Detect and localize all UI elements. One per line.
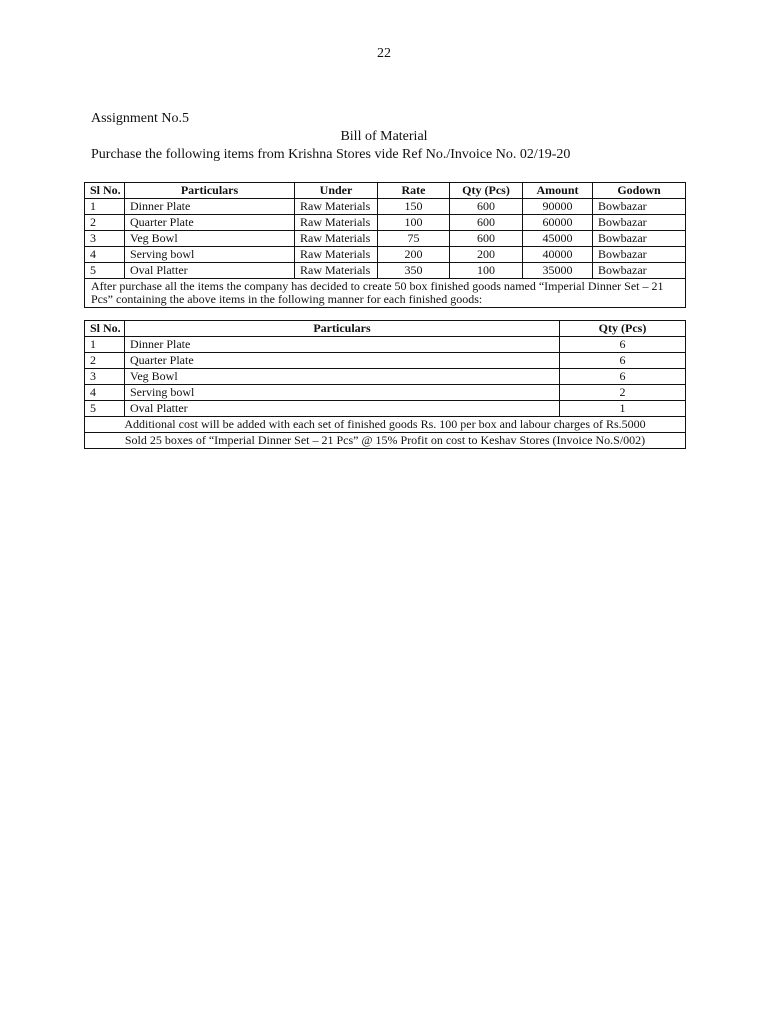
- cell-rate: 350: [378, 263, 450, 279]
- cell-particulars: Dinner Plate: [125, 199, 295, 215]
- cell-under: Raw Materials: [295, 215, 378, 231]
- header-godown: Godown: [593, 183, 686, 199]
- cell-qty: 6: [560, 369, 686, 385]
- cell-particulars: Dinner Plate: [125, 337, 560, 353]
- table-row: [85, 199, 686, 215]
- cell-qty: 1: [560, 401, 686, 417]
- cell-particulars: Quarter Plate: [125, 353, 560, 369]
- cell-sl: 2: [85, 353, 125, 369]
- cell-amount: 35000: [523, 263, 593, 279]
- cell-under: Raw Materials: [295, 247, 378, 263]
- cell-amount: 45000: [523, 231, 593, 247]
- table-row: [85, 385, 686, 401]
- cell-qty: 200: [450, 247, 523, 263]
- cell-under: Raw Materials: [295, 199, 378, 215]
- cell-sl: 1: [85, 337, 125, 353]
- cell-rate: 75: [378, 231, 450, 247]
- cell-particulars: Serving bowl: [125, 385, 560, 401]
- header-particulars: Particulars: [125, 321, 560, 337]
- cell-godown: Bowbazar: [593, 231, 686, 247]
- header-rate: Rate: [378, 183, 450, 199]
- cell-qty: 6: [560, 353, 686, 369]
- table-row: [85, 215, 686, 231]
- header-particulars: Particulars: [125, 183, 295, 199]
- cell-under: Raw Materials: [295, 263, 378, 279]
- cell-rate: 100: [378, 215, 450, 231]
- document-title: Bill of Material: [340, 129, 428, 144]
- additional-cost-text: Additional cost will be added with each set of finished goods Rs. 100 per box and labour charges of Rs.5000: [85, 417, 686, 433]
- header-qty: Qty (Pcs): [560, 321, 686, 337]
- cell-sl: 5: [85, 401, 125, 417]
- assignment-heading: Assignment No.5: [91, 111, 189, 126]
- cell-particulars: Oval Platter: [125, 401, 560, 417]
- page-number: 22: [377, 46, 391, 61]
- sale-row: [85, 433, 686, 449]
- cell-qty: 100: [450, 263, 523, 279]
- table-row: [85, 369, 686, 385]
- cell-sl: 4: [85, 247, 125, 263]
- header-qty: Qty (Pcs): [450, 183, 523, 199]
- cell-sl: 2: [85, 215, 125, 231]
- cell-particulars: Oval Platter: [125, 263, 295, 279]
- cell-godown: Bowbazar: [593, 263, 686, 279]
- header-amount: Amount: [523, 183, 593, 199]
- cell-amount: 90000: [523, 199, 593, 215]
- sale-text: Sold 25 boxes of “Imperial Dinner Set – 21 Pcs” @ 15% Profit on cost to Keshav Stores (Invoice No.S/002): [85, 433, 686, 449]
- cell-qty: 2: [560, 385, 686, 401]
- table-row: [85, 401, 686, 417]
- cell-qty: 600: [450, 199, 523, 215]
- cell-amount: 60000: [523, 215, 593, 231]
- cell-particulars: Veg Bowl: [125, 231, 295, 247]
- cell-godown: Bowbazar: [593, 199, 686, 215]
- purchase-table-header: [85, 183, 686, 199]
- composition-table-header: [85, 321, 686, 337]
- header-under: Under: [295, 183, 378, 199]
- cell-particulars: Serving bowl: [125, 247, 295, 263]
- composition-table: [84, 320, 686, 449]
- note-row: [85, 279, 686, 308]
- cell-godown: Bowbazar: [593, 247, 686, 263]
- cell-qty: 600: [450, 215, 523, 231]
- additional-cost-row: [85, 417, 686, 433]
- cell-godown: Bowbazar: [593, 215, 686, 231]
- cell-sl: 5: [85, 263, 125, 279]
- purchase-table: [84, 182, 686, 308]
- note-text: After purchase all the items the company has decided to create 50 box finished goods named “Imperial Dinner Set – 21 Pcs” containing the above items in the following manner for each finished goods:: [85, 279, 686, 308]
- cell-amount: 40000: [523, 247, 593, 263]
- table-row: [85, 231, 686, 247]
- intro-text: Purchase the following items from Krishna Stores vide Ref No./Invoice No. 02/19-20: [91, 147, 571, 162]
- cell-sl: 1: [85, 199, 125, 215]
- cell-sl: 4: [85, 385, 125, 401]
- cell-qty: 600: [450, 231, 523, 247]
- cell-under: Raw Materials: [295, 231, 378, 247]
- table-row: [85, 353, 686, 369]
- cell-particulars: Quarter Plate: [125, 215, 295, 231]
- table-row: [85, 247, 686, 263]
- cell-sl: 3: [85, 369, 125, 385]
- cell-particulars: Veg Bowl: [125, 369, 560, 385]
- table-row: [85, 263, 686, 279]
- cell-rate: 200: [378, 247, 450, 263]
- header-sl-no: Sl No.: [85, 183, 125, 199]
- cell-sl: 3: [85, 231, 125, 247]
- table-row: [85, 337, 686, 353]
- cell-qty: 6: [560, 337, 686, 353]
- header-sl-no: Sl No.: [85, 321, 125, 337]
- cell-rate: 150: [378, 199, 450, 215]
